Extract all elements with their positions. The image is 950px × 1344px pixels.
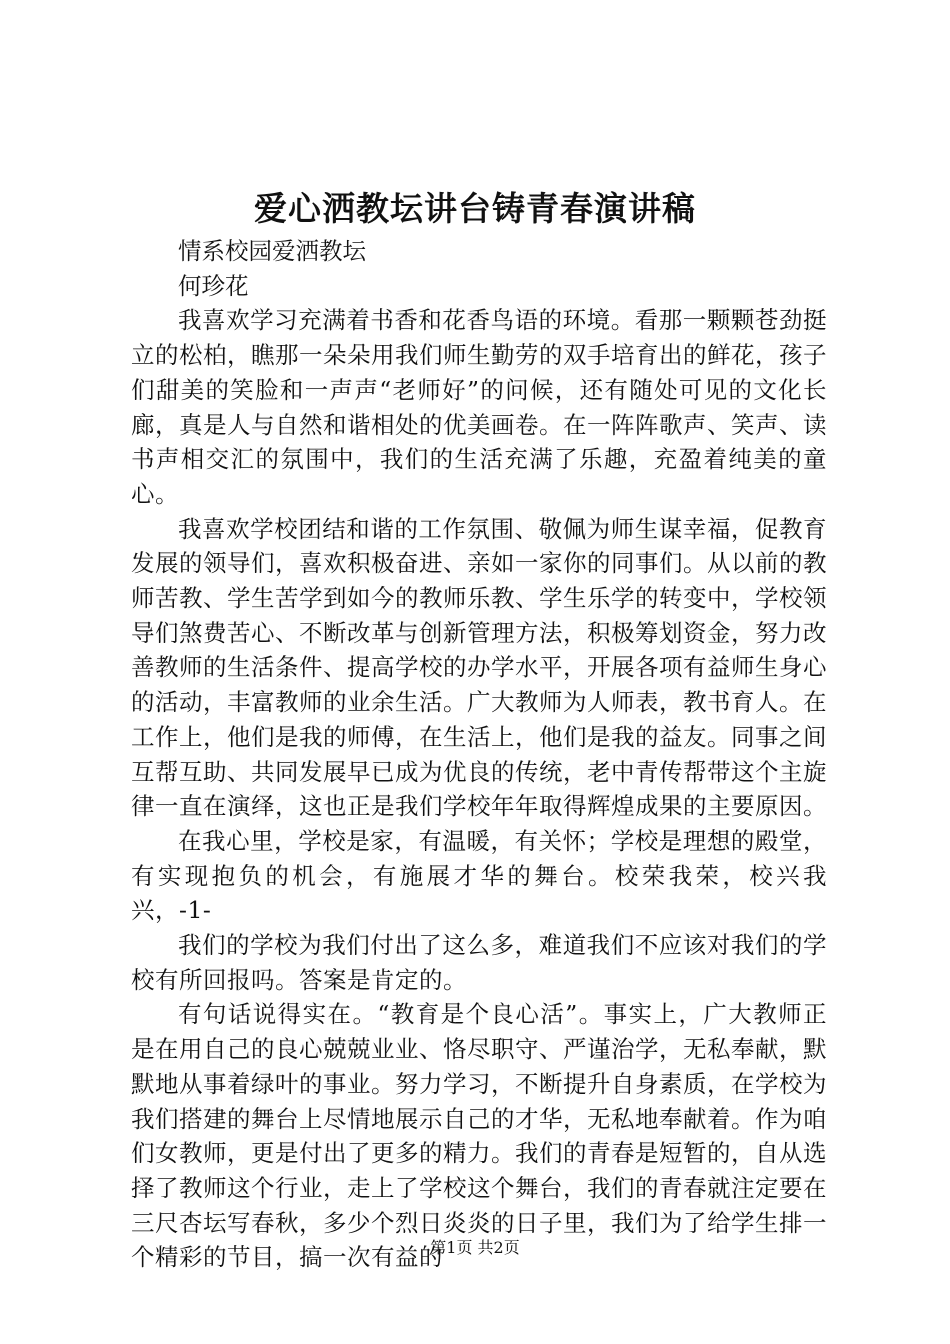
paragraph: 我喜欢学习充满着书香和花香鸟语的环境。看那一颗颗苍劲挺立的松柏，瞧那一朵朵用我们师生勤劳的双手培育出的鲜花，孩子们甜美的笑脸和一声声“老师好”的问候，还有随处可见的文化长廊，真是人与自然和谐相处的优美画卷。在一阵阵歌声、笑声、读书声相交汇的氛围中，我们的生活充满了乐趣，充盈着纯美的童心。 xyxy=(131,306,827,508)
page-title: 爱心洒教坛讲台铸青春演讲稿 xyxy=(254,189,696,228)
paragraph: 在我心里，学校是家，有温暖，有关怀；学校是理想的殿堂，有实现抱负的机会，有施展才华的舞台。校荣我荣，校兴我兴，-1- xyxy=(131,826,827,925)
page-number-footer: 第1页 共2页 xyxy=(430,1238,520,1257)
subtitle: 情系校园爱洒教坛 xyxy=(178,237,366,265)
paragraph: 有句话说得实在。“教育是个良心活”。事实上，广大教师正是在用自己的良心兢兢业业、恪尽职守、严谨治学，无私奉献，默默地从事着绿叶的事业。努力学习，不断提升自身素质，在学校为我们搭建的舞台上尽情地展示自己的才华，无私地奉献着。作为咱们女教师，更是付出了更多的精力。我们的青春是短暂的，自从选择了教师这个行业，走上了学校这个舞台，我们的青春就注定要在三尺杏坛写春秋，多少个烈日炎炎的日子里，我们为了给学生排一个精彩的节目，搞一次有益的 xyxy=(131,1000,827,1272)
paragraph: 我喜欢学校团结和谐的工作氛围、敬佩为师生谋幸福，促教育发展的领导们，喜欢积极奋进、亲如一家你的同事们。从以前的教师苦教、学生苦学到如今的教师乐教、学生乐学的转变中，学校领导们煞费苦心、不断改革与创新管理方法，积极筹划资金，努力改善教师的生活条件、提高学校的办学水平，开展各项有益师生身心的活动，丰富教师的业余生活。广大教师为人师表，教书育人。在工作上，他们是我的师傅，在生活上，他们是我的益友。同事之间互帮互助、共同发展早已成为优良的传统，老中青传帮带这个主旋律一直在演绎，这也正是我们学校年年取得辉煌成果的主要原因。 xyxy=(131,514,827,821)
paragraph: 我们的学校为我们付出了这么多，难道我们不应该对我们的学校有所回报吗。答案是肯定的。 xyxy=(131,931,827,994)
author-name: 何珍花 xyxy=(178,271,249,300)
document-body xyxy=(131,234,827,1275)
